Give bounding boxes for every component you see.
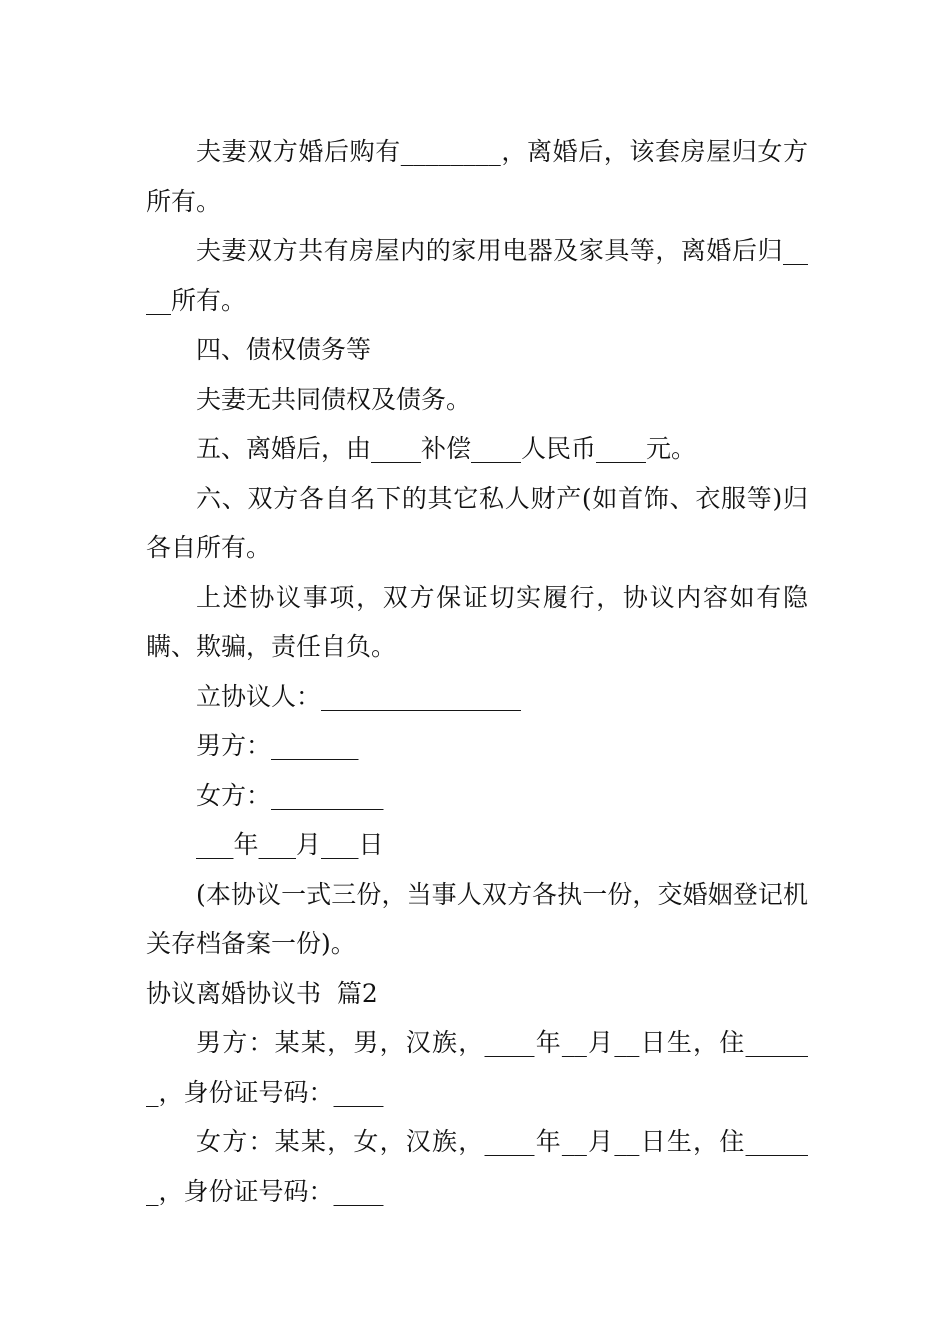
paragraph-guarantee: 上述协议事项，双方保证切实履行，协议内容如有隐瞒、欺骗，责任自负。 [146,582,808,661]
clause-six-private-property: 六、双方各自名下的其它私人财产(如首饰、衣服等)归各自所有。 [146,483,808,562]
paragraph-house-ownership: 夫妻双方婚后购有________，离婚后，该套房屋归女方所有。 [146,137,808,216]
date-line: ___年___月___日 [196,830,384,859]
male-party-line: 男方：_______ [196,731,359,760]
signatory-line: 立协议人：________________ [196,681,522,711]
clause-four-heading: 四、债权债务等 [196,335,372,364]
copies-note: (本协议一式三份，当事人双方各执一份，交婚姻登记机关存档备案一份)。 [146,879,808,958]
clause-five-compensation: 五、离婚后，由____补偿____人民币____元。 [196,434,697,463]
paragraph-no-debts: 夫妻无共同债权及债务。 [196,384,472,414]
paragraph-appliances: 夫妻双方共有房屋内的家用电器及家具等，离婚后归____所有。 [146,236,808,315]
section-heading: 协议离婚协议书 篇2 [146,978,378,1008]
female-party-line: 女方：_________ [196,780,384,810]
male-party-details: 男方：某某，男，汉族，____年__月__日生，住______，身份证号码：____ [146,1028,808,1107]
female-party-details: 女方：某某，女，汉族，____年__月__日生，住______，身份证号码：____ [146,1127,808,1206]
document-body [146,127,808,1216]
